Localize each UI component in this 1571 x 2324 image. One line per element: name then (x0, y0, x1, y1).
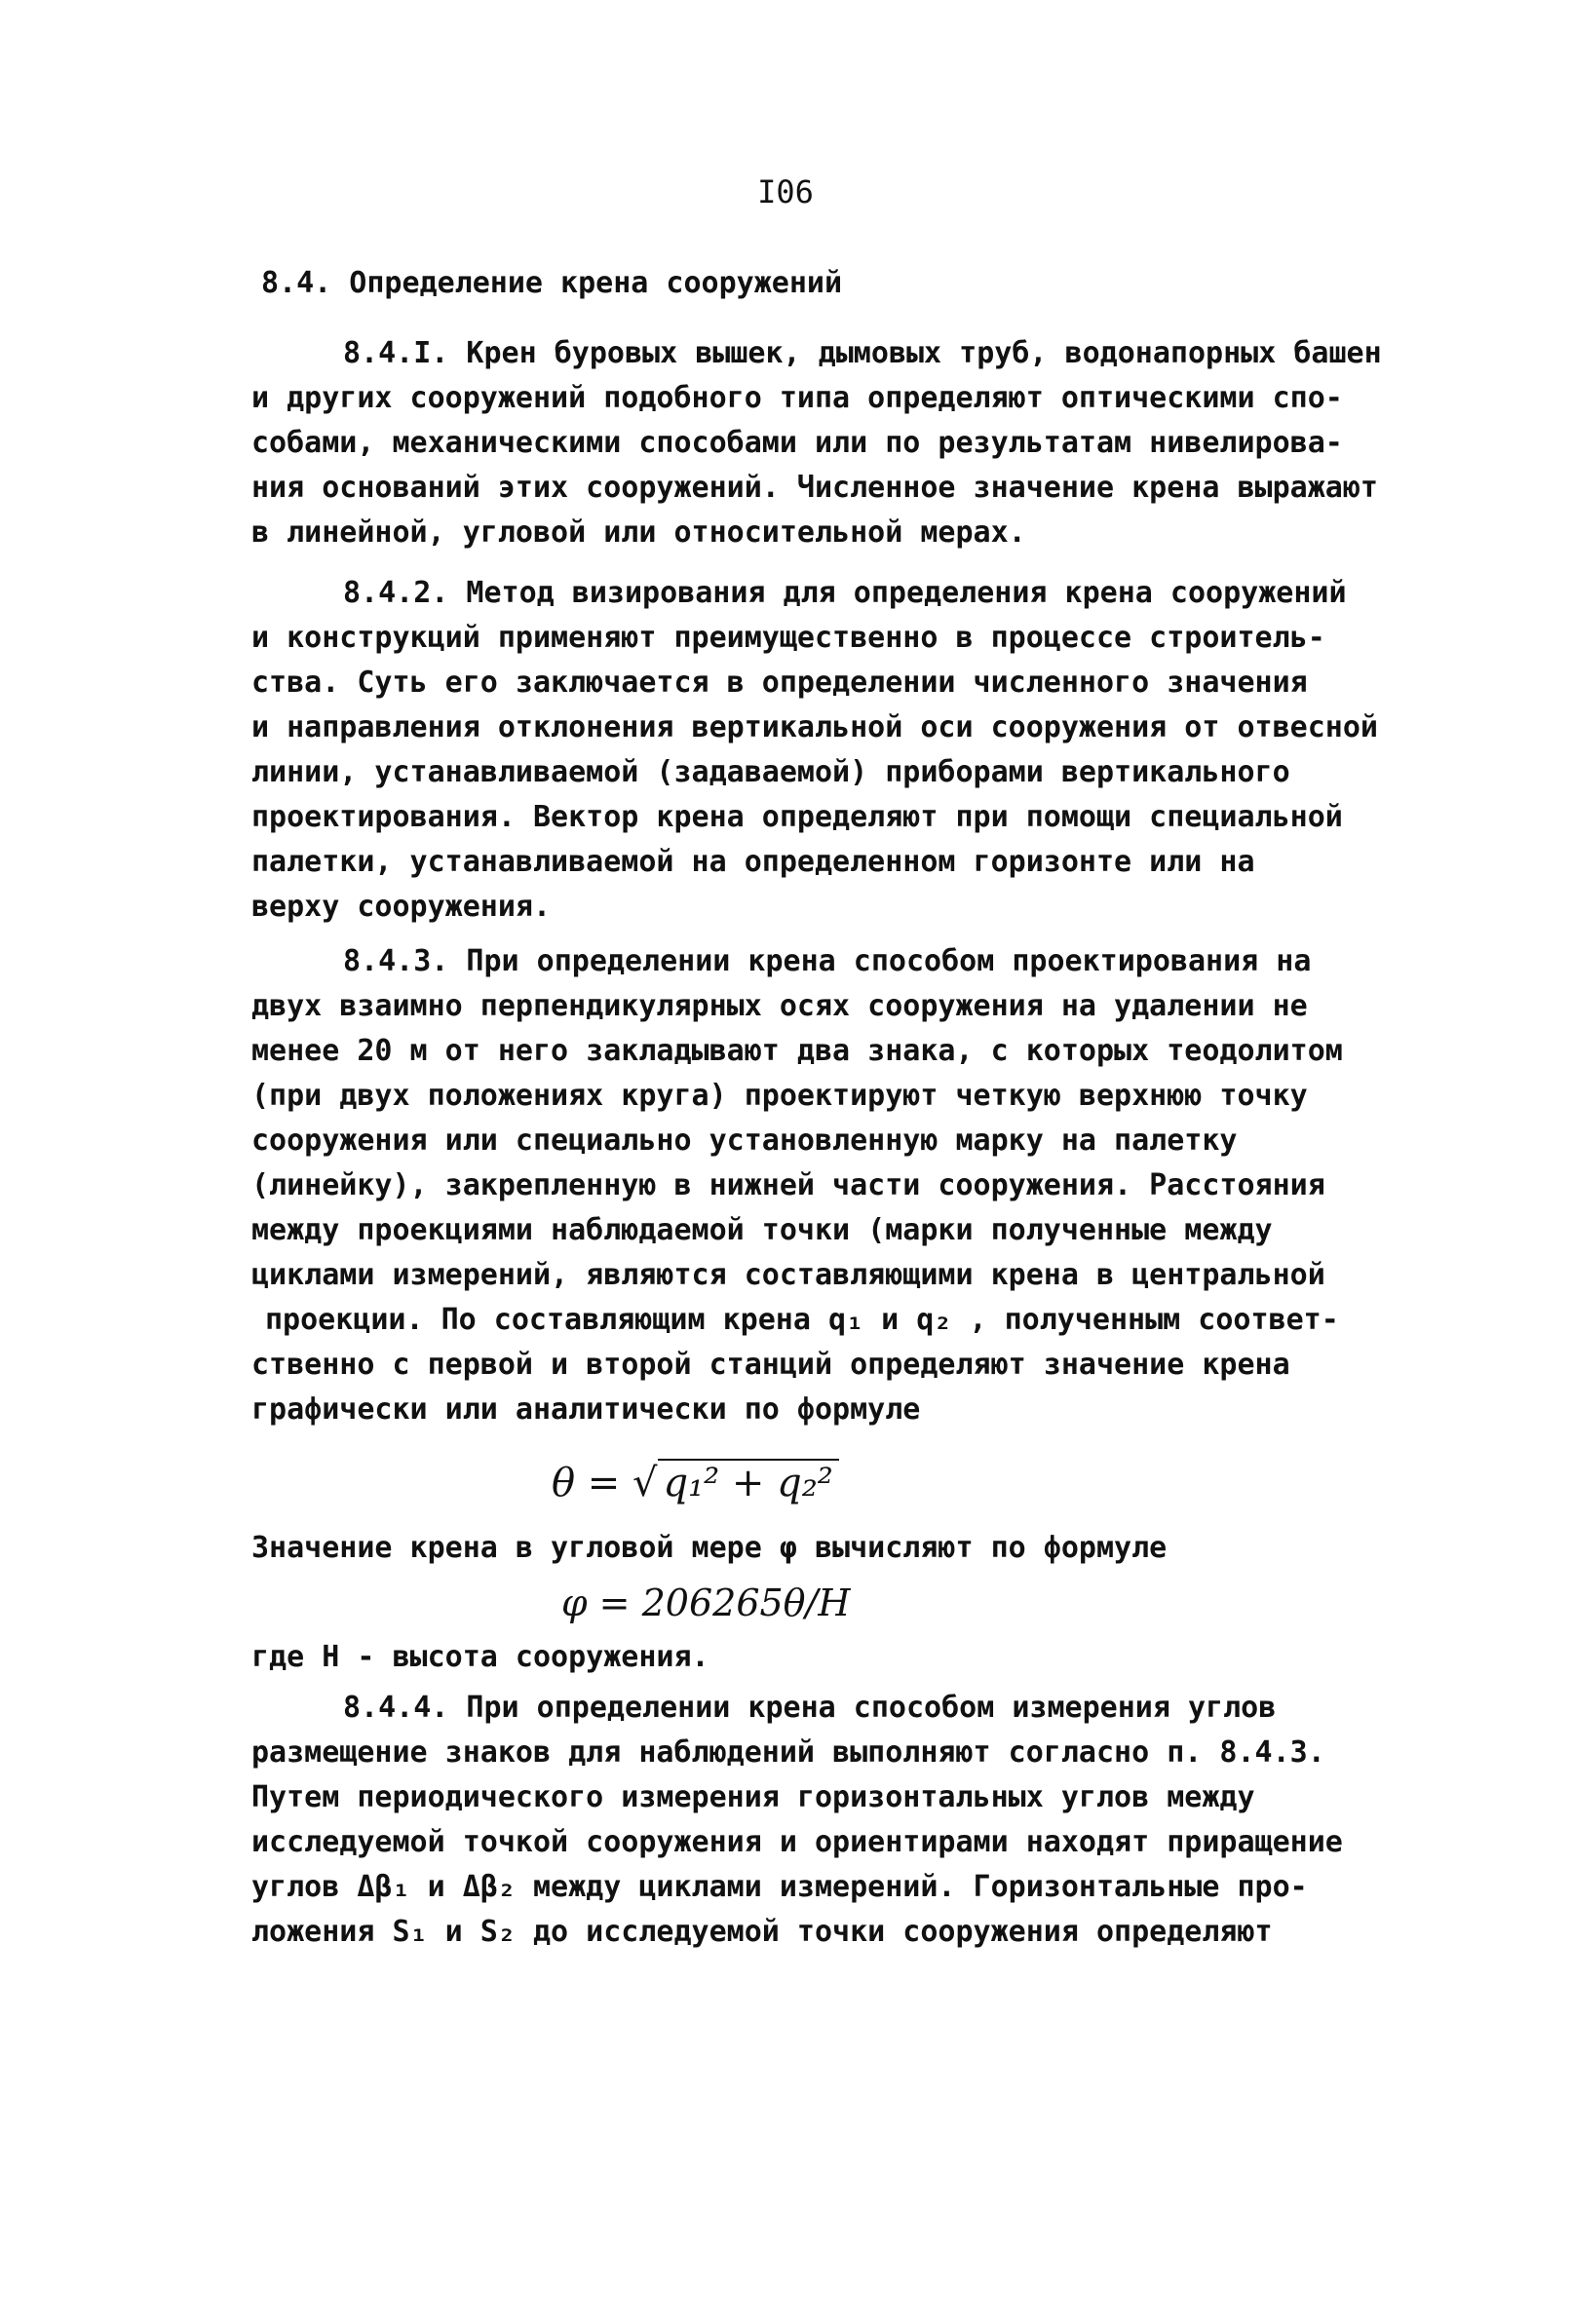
text-line: Значение крена в угловой мере φ вычисляют по формуле (251, 1531, 1168, 1565)
section-heading: 8.4. Определение крена сооружений (261, 266, 843, 300)
text-line: и других сооружений подобного типа определяют оптическими спо- (251, 381, 1343, 415)
text-line: углов Δβ₁ и Δβ₂ между циклами измерений. Горизонтальные про- (251, 1870, 1308, 1904)
text-line: размещение знаков для наблюдений выполняют согласно п. 8.4.3. (251, 1735, 1325, 1770)
paragraph-angular-measure (251, 1526, 1167, 1571)
text-line: 8.4.I. Крен буровых вышек, дымовых труб, водонапорных башен (343, 336, 1382, 370)
angular-formula: φ = 206265θ/H (561, 1581, 851, 1624)
text-line: (при двух положениях круга) проектируют четкую верхнюю точку (251, 1079, 1308, 1113)
paragraph-height-note (251, 1635, 709, 1680)
text-line: (линейку), закрепленную в нижней части сооружения. Расстояния (251, 1168, 1325, 1202)
text-line: ства. Суть его заключается в определении численного значения (251, 666, 1308, 700)
tilt-formula-lhs: θ = (552, 1461, 621, 1505)
text-line: палетки, устанавливаемой на определенном горизонте или на (251, 845, 1255, 879)
text-line: сооружения или специально установленную марку на палетку (251, 1124, 1238, 1158)
paragraph-8-4-1 (251, 331, 1382, 555)
text-line: линии, устанавливаемой (задаваемой) приборами вертикального (251, 755, 1290, 789)
text-line: ния оснований этих сооружений. Численное значение крена выражают (251, 471, 1378, 505)
text-line: двух взаимно перпендикулярных осях сооружения на удалении не (251, 989, 1308, 1023)
text-line: проектирования. Вектор крена определяют при помощи специальной (251, 800, 1343, 834)
text-line: 8.4.2. Метод визирования для определения крена сооружений (343, 576, 1347, 610)
text-line: и направления отклонения вертикальной оси сооружения от отвесной (251, 710, 1378, 744)
sqrt-symbol: √ (632, 1461, 658, 1505)
text-line: между проекциями наблюдаемой точки (марки полученные между (251, 1213, 1273, 1247)
text-line: в линейной, угловой или относительной мерах. (251, 515, 1026, 550)
text-line: ственно с первой и второй станций определяют значение крена (251, 1348, 1290, 1382)
text-line: собами, механическими способами или по результатам нивелирова- (251, 426, 1343, 460)
tilt-formula-radicand: q₁² + q₂² (658, 1459, 839, 1505)
text-line: верху сооружения. (251, 890, 552, 924)
paragraph-8-4-4 (251, 1686, 1343, 1955)
text-line: исследуемой точкой сооружения и ориентирами находят приращение (251, 1825, 1343, 1859)
text-line: менее 20 м от него закладывают два знака, с которых теодолитом (251, 1034, 1343, 1068)
text-line: проекции. По составляющим крена q₁ и q₂ , полученным соответ- (265, 1303, 1339, 1337)
text-line: ложения S₁ и S₂ до исследуемой точки сооружения определяют (251, 1915, 1273, 1949)
text-line: и конструкций применяют преимущественно в процессе строитель- (251, 621, 1325, 655)
text-line: циклами измерений, являются составляющими крена в центральной (251, 1258, 1325, 1292)
text-line: Путем периодического измерения горизонтальных углов между (251, 1780, 1255, 1814)
text-line: 8.4.4. При определении крена способом измерения углов (343, 1691, 1277, 1725)
text-line: графически или аналитически по формуле (251, 1392, 921, 1427)
paragraph-8-4-3 (251, 939, 1343, 1432)
tilt-formula (552, 1459, 839, 1505)
page-number: I06 (757, 173, 814, 210)
text-line: 8.4.3. При определении крена способом проектирования на (343, 944, 1312, 978)
paragraph-8-4-2 (251, 571, 1378, 930)
text-line: где H - высота сооружения. (251, 1640, 709, 1674)
